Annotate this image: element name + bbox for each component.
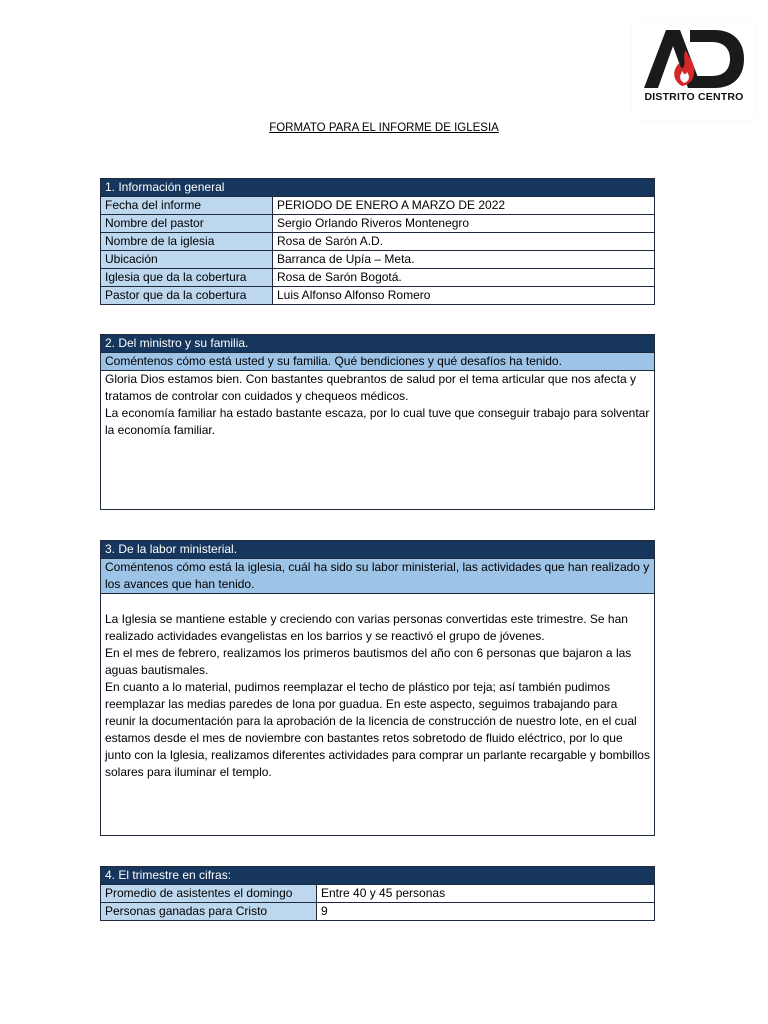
row-label: Iglesia que da la cobertura [101, 269, 273, 287]
table-row [101, 233, 654, 251]
row-label: Promedio de asistentes el domingo [101, 885, 317, 903]
response-paragraph: La Iglesia se mantiene estable y creciendo con varias personas convertidas este trimestre. Se han realizado actividades evangelistas en los barrios y se reactivó el grupo de jóvenes. [105, 612, 628, 643]
section-prompt: Coméntenos cómo está usted y su familia. Qué bendiciones y qué desafíos ha tenido. [101, 353, 654, 371]
row-label: Nombre del pastor [101, 215, 273, 233]
response-paragraph: Gloria Dios estamos bien. Con bastantes quebrantos de salud por el tema articular que nos afecta y tratamos de controlar con cuidados y chequeos médicos. [105, 372, 636, 403]
document-title: FORMATO PARA EL INFORME DE IGLESIA [269, 122, 499, 134]
general-info-table [101, 197, 654, 304]
row-value: Luis Alfonso Alfonso Romero [273, 287, 655, 305]
section-general-info [100, 178, 655, 305]
row-value: Entre 40 y 45 personas [317, 885, 655, 903]
table-row [101, 215, 654, 233]
row-label: Fecha del informe [101, 197, 273, 215]
row-value: PERIODO DE ENERO A MARZO DE 2022 [273, 197, 655, 215]
section-quarter-figures [100, 866, 655, 921]
row-value: Rosa de Sarón A.D. [273, 233, 655, 251]
logo-text: DISTRITO CENTRO [644, 91, 744, 103]
ad-logo-icon [642, 28, 746, 90]
section-ministerial-work [100, 540, 655, 836]
logo [632, 20, 756, 120]
section-response [101, 371, 654, 439]
table-row [101, 885, 654, 903]
section-response [101, 594, 654, 781]
section-prompt: Coméntenos cómo está la iglesia, cuál ha sido su labor ministerial, las actividades que han realizado y los avances que han tenido. [101, 559, 654, 594]
table-row [101, 269, 654, 287]
section-heading: 2. Del ministro y su familia. [101, 335, 654, 353]
table-row [101, 903, 654, 921]
section-minister-family [100, 334, 655, 510]
response-paragraph: La economía familiar ha estado bastante escaza, por lo cual tuve que conseguir trabajo para solventar la economía familiar. [105, 406, 650, 437]
row-value: 9 [317, 903, 655, 921]
row-label: Nombre de la iglesia [101, 233, 273, 251]
row-value: Sergio Orlando Riveros Montenegro [273, 215, 655, 233]
response-paragraph: En cuanto a lo material, pudimos reemplazar el techo de plástico por teja; así también pudimos reemplazar las medias paredes de lona por guadua. En este aspecto, seguimos trabajando para reunir la documentación para la aprobación de la licencia de construcción de nuestro lote, en el cual estamos desde el mes de noviembre con bastantes retos sobretodo de fluido eléctrico, por lo que junto con la Iglesia, realizamos diferentes actividades para comprar un parlante recargable y bombillos solares para iluminar el templo. [105, 680, 650, 779]
section-heading: 1. Información general [101, 179, 654, 197]
table-row [101, 251, 654, 269]
row-label: Pastor que da la cobertura [101, 287, 273, 305]
row-label: Ubicación [101, 251, 273, 269]
row-value: Barranca de Upía – Meta. [273, 251, 655, 269]
response-paragraph: En el mes de febrero, realizamos los primeros bautismos del año con 6 personas que bajaron a las aguas bautismales. [105, 646, 632, 677]
section-heading: 3. De la labor ministerial. [101, 541, 654, 559]
table-row [101, 287, 654, 305]
table-row [101, 197, 654, 215]
section-heading: 4. El trimestre en cifras: [101, 867, 654, 885]
quarter-figures-table [101, 885, 654, 920]
row-value: Rosa de Sarón Bogotá. [273, 269, 655, 287]
row-label: Personas ganadas para Cristo [101, 903, 317, 921]
